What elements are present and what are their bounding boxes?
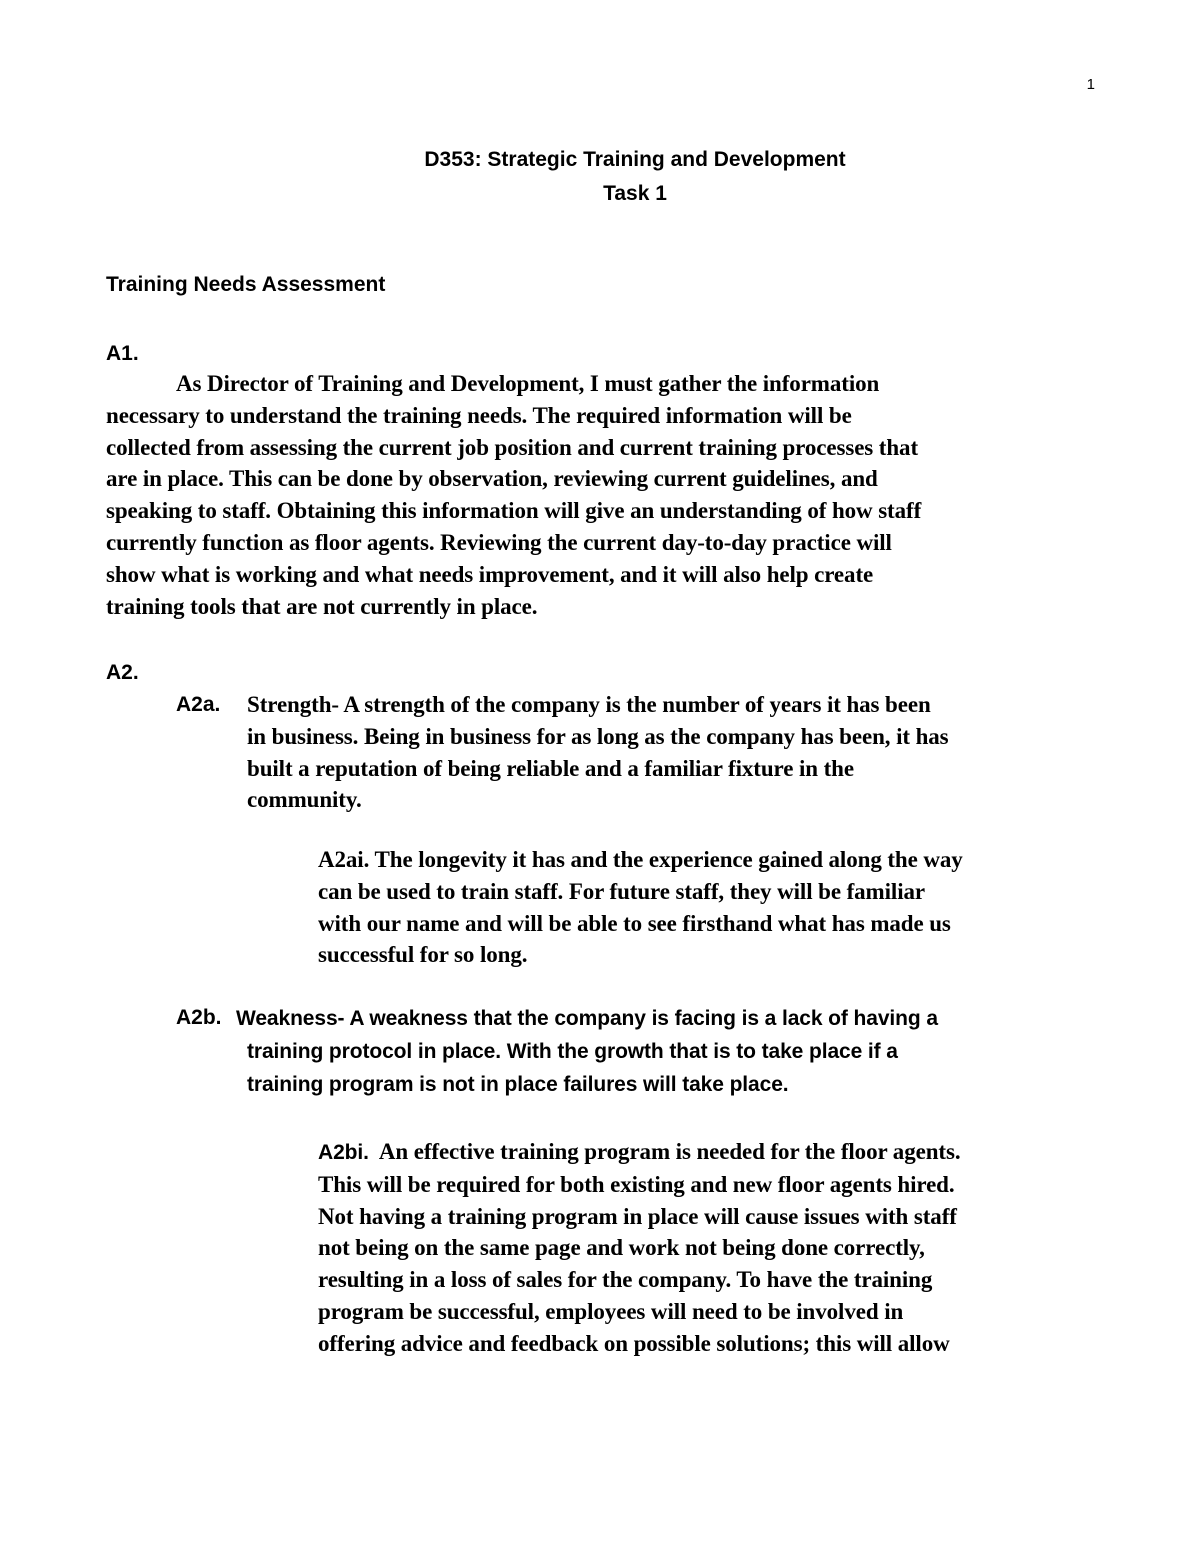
a1-line: are in place. This can be done by observation, reviewing current guidelines, and [106,466,878,492]
a2bi-line: This will be required for both existing and new floor agents hired. [318,1171,955,1197]
a1-line: As Director of Training and Development, I must gather the information [176,371,880,396]
a1-paragraph [106,368,921,622]
a2a-line: Strength- A strength of the company is the number of years it has been [247,692,931,717]
a1-line: training tools that are not currently in place. [106,593,538,619]
page-number: 1 [1086,76,1095,93]
a2bi-line: Not having a training program in place will cause issues with staff [318,1203,957,1229]
a1-line: speaking to staff. Obtaining this information will give an understanding of how staff [106,498,922,524]
a2ai-paragraph [318,844,963,971]
a2bi-line: resulting in a loss of sales for the company. To have the training [318,1267,933,1293]
a2ai-label: A2ai. [318,847,370,872]
a2b-paragraph [236,1002,938,1101]
a2ai-line: successful for so long. [318,942,528,968]
a1-line: necessary to understand the training needs. The required information will be [106,402,852,428]
a2b-line: training program is not in place failures will take place. [247,1073,789,1096]
a2bi-label: A2bi. [318,1141,369,1164]
section-heading: Training Needs Assessment [106,273,386,296]
a2bi-paragraph [318,1136,960,1360]
a2a-line: community. [247,787,362,813]
document-subtitle: Task 1 [603,182,667,205]
a1-line: collected from assessing the current job position and current training processes that [106,434,919,460]
a2b-line: training protocol in place. With the growth that is to take place if a [247,1040,898,1063]
a2bi-line: program be successful, employees will need to be involved in [318,1298,904,1324]
a1-line: show what is working and what needs improvement, and it will also help create [106,561,874,587]
a2a-label: A2a. [176,693,221,716]
a2a-line: built a reputation of being reliable and a familiar fixture in the [247,755,854,781]
document-title: D353: Strategic Training and Development [424,148,846,171]
a2b-line: Weakness- A weakness that the company is facing is a lack of having a [236,1007,938,1030]
a2-label: A2. [106,661,139,684]
a2a-paragraph [247,689,949,816]
a2bi-line: offering advice and feedback on possible solutions; this will allow [318,1330,950,1356]
a2b-label: A2b. [176,1006,222,1029]
a2ai-line: can be used to train staff. For future staff, they will be familiar [318,878,925,904]
a2bi-line: not being on the same page and work not being done correctly, [318,1235,925,1261]
a2bi-line: A2bi. An effective training program is needed for the floor agents. [318,1139,961,1164]
a2a-line: in business. Being in business for as long as the company has been, it has [247,723,949,749]
a1-line: currently function as floor agents. Reviewing the current day-to-day practice will [106,529,892,555]
a1-label: A1. [106,342,139,365]
a2ai-line: A2ai. The longevity it has and the experience gained along the way [318,847,963,872]
a2ai-line: with our name and will be able to see firsthand what has made us [318,910,951,936]
